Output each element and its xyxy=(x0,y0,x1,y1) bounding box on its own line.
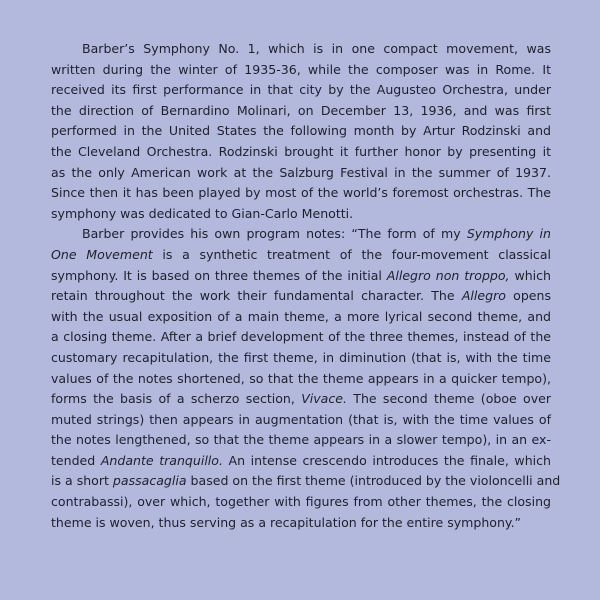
italic-title: One Movement xyxy=(51,246,153,262)
text-line xyxy=(51,307,551,328)
text-segment: the Cleveland Orchestra. Rodzinski brought it further honor by presenting it xyxy=(51,143,551,159)
text-line xyxy=(51,389,551,410)
text-segment: Barber’s Symphony No. 1, which is in one compact movement, was xyxy=(82,41,551,56)
text-line xyxy=(51,430,551,451)
text-line xyxy=(51,286,551,307)
text-segment: received its first performance in that city by the Augusteo Orchestra, under xyxy=(51,82,551,98)
text-segment: the notes lengthened, so that the theme appears in a slower tempo), in an ex- xyxy=(51,432,551,448)
text-segment: performed in the United States the following month by Artur Rodzinski and xyxy=(51,123,551,139)
text-line xyxy=(51,410,551,431)
text-segment: forms the basis of a scherzo section, xyxy=(51,391,302,407)
text-line xyxy=(51,80,551,101)
text-segment: with the usual exposition of a main theme, a more lyrical second theme, and xyxy=(51,308,551,324)
text-line xyxy=(51,204,551,225)
text-line xyxy=(51,163,551,184)
text-segment: the direction of Bernardino Molinari, on December 13, 1936, and was first xyxy=(51,102,551,118)
text-line xyxy=(51,121,551,142)
italic-title: Vivace. xyxy=(301,391,347,407)
paragraph-2 xyxy=(51,224,561,533)
text-line xyxy=(51,348,551,369)
text-segment: as the only American work at the Salzburg Festival in the summer of 1937. xyxy=(51,164,551,180)
text-line xyxy=(51,183,551,204)
text-line xyxy=(51,224,551,245)
text-segment: retain throughout the work their fundamental character. The xyxy=(51,288,462,304)
text-segment: values of the notes shortened, so that the theme appears in a quicker tempo), xyxy=(51,370,551,386)
text-line xyxy=(51,39,551,60)
text-segment: a closing theme. After a brief development of the three themes, instead of the xyxy=(51,329,551,345)
text-segment: tended xyxy=(51,452,101,468)
paragraph-1 xyxy=(51,39,551,224)
text-segment: symphony was dedicated to Gian-Carlo Menotti. xyxy=(51,205,354,221)
text-segment: is a synthetic treatment of the four-movement classical xyxy=(152,246,551,262)
text-line xyxy=(51,245,551,266)
italic-title: Allegro xyxy=(461,288,506,304)
text-line xyxy=(51,451,551,472)
text-segment: Barber provides his own program notes: “The form of my xyxy=(82,226,467,242)
text-line xyxy=(51,327,551,348)
italic-title: Andante tranquillo. xyxy=(100,452,223,468)
text-line xyxy=(51,142,551,163)
text-line xyxy=(51,471,561,492)
text-line xyxy=(51,492,551,513)
text-segment: opens xyxy=(505,288,551,304)
text-segment: customary recapitulation, the first theme, in diminution (that is, with the time xyxy=(51,349,551,365)
text-segment: which xyxy=(509,267,551,283)
text-line xyxy=(51,101,551,122)
program-notes-text xyxy=(51,39,561,533)
italic-title: Symphony in xyxy=(466,226,551,242)
text-line xyxy=(51,369,551,390)
text-segment: theme is woven, thus serving as a recapitulation for the entire symphony.” xyxy=(51,514,522,530)
text-segment: is a short xyxy=(51,473,113,489)
italic-title: Allegro non troppo, xyxy=(386,267,510,283)
text-segment: symphony. It is based on three themes of the initial xyxy=(51,267,387,283)
text-segment: muted strings) then appears in augmentation (that is, with the time values of xyxy=(51,411,551,427)
text-segment: The second theme (oboe over xyxy=(346,391,552,407)
text-segment: based on the first theme (introduced by the violoncelli and xyxy=(186,473,561,489)
text-line xyxy=(51,266,551,287)
text-line xyxy=(51,60,551,81)
text-segment: Since then it has been played by most of the world’s foremost orchestras. The xyxy=(51,185,551,201)
text-line xyxy=(51,513,551,534)
italic-title: passacaglia xyxy=(112,473,187,489)
text-segment: An intense crescendo introduces the finale, which xyxy=(222,452,551,468)
text-segment: contrabassi), over which, together with figures from other themes, the closing xyxy=(51,494,551,510)
text-segment: written during the winter of 1935-36, while the composer was in Rome. It xyxy=(51,61,551,77)
